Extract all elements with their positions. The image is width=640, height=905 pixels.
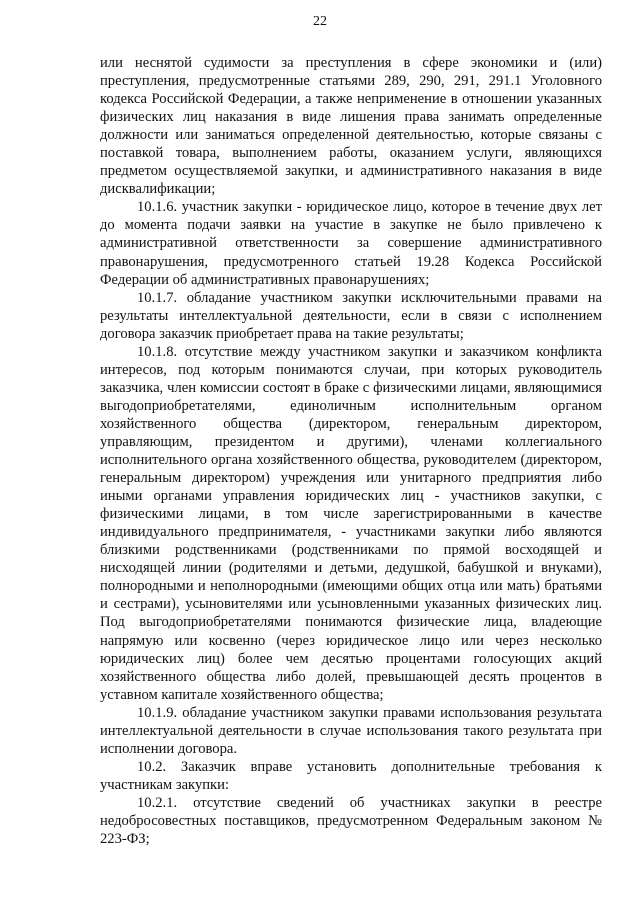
paragraph-10-2-1: 10.2.1. отсутствие сведений об участниках закупки в реестре недобросовестных поставщиков, предусмотренном Федеральным законом № 223-ФЗ; [100, 794, 602, 848]
page-number: 22 [313, 14, 327, 29]
paragraph-10-1-6: 10.1.6. участник закупки - юридическое лицо, которое в течение двух лет до момента подачи заявки на участие в закупке не было привлечено к административной ответственности за совершение административного правонарушения, предусмотренного статьей 19.28 Кодекса Российской Федерации об административных правонарушениях; [100, 199, 602, 288]
paragraph-10-2: 10.2. Заказчик вправе установить дополнительные требования к участникам закупки: [100, 758, 602, 793]
paragraph-10-1-8: 10.1.8. отсутствие между участником закупки и заказчиком конфликта интересов, под которым понимаются случаи, при которых руководитель заказчика, член комиссии состоят в браке с физическими лицами, являющимися выгодоприобретателями, единоличным исполнительным органом хозяйственного общества (директором, генеральным директором, управляющим, президентом и другими), членами коллегиального исполнительного органа хозяйственного общества, руководителем (директором, генеральным директором) учреждения или унитарного предприятия либо иными органами управления юридических лиц - участников закупки, с физическими лицами, в том числе зарегистрированными в качестве индивидуального предпринимателя, - участниками закупки либо являются близкими родственниками (родственниками по прямой восходящей и нисходящей линии (родителями и детьми, дедушкой, бабушкой и внуками), полнородными и неполнородными (имеющими общих отца или мать) братьями и сестрами), усыновителями или усыновленными указанных физических лиц. Под выгодоприобретателями понимаются физические лица, владеющие напрямую или косвенно (через юридическое лицо или через несколько юридических лиц) более чем десятью процентами голосующих акций хозяйственного общества либо долей, превышающей десять процентов в уставном капитале хозяйственного общества; [100, 343, 602, 703]
paragraph-10-1-7: 10.1.7. обладание участником закупки исключительными правами на результаты интеллектуальной деятельности, если в связи с исполнением договора заказчик приобретает права на такие результаты; [100, 289, 602, 342]
paragraph-continuation: или неснятой судимости за преступления в сфере экономики и (или) преступления, предусмотренные статьями 289, 290, 291, 291.1 Уголовного кодекса Российской Федерации, а также неприменение в отношении указанных физических лиц наказания в виде лишения права занимать определенные должности или заниматься определенной деятельностью, которые связаны с поставкой товара, выполнением работы, оказанием услуги, являющихся предметом осуществляемой закупки, и административного наказания в виде дисквалификации; [100, 55, 602, 198]
paragraph-10-1-9: 10.1.9. обладание участником закупки правами использования результата интеллектуальной деятельности в случае использования такого результата при исполнении договора. [100, 704, 602, 757]
document-body [100, 54, 602, 848]
